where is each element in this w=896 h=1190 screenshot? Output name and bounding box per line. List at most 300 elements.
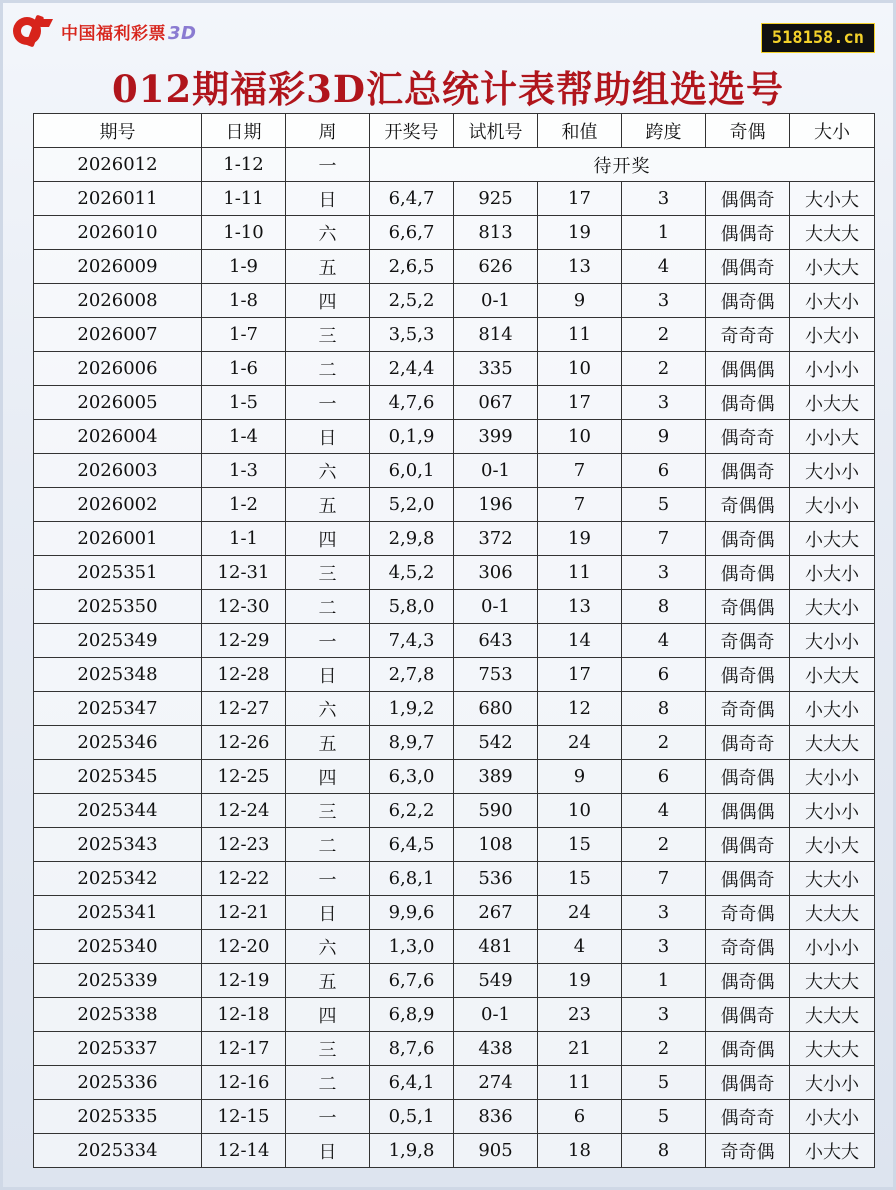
sum-cell: 11	[538, 556, 622, 590]
draw-number-cell: 6,8,9	[370, 998, 454, 1032]
span-cell: 4	[622, 624, 706, 658]
weekday-cell: 一	[286, 624, 370, 658]
date-cell: 12-27	[202, 692, 286, 726]
issue-cell: 2025349	[34, 624, 202, 658]
date-cell: 1-10	[202, 216, 286, 250]
odd-even-cell: 偶偶奇	[706, 250, 790, 284]
draw-number-cell: 6,8,1	[370, 862, 454, 896]
header-row	[34, 114, 875, 148]
test-number-cell: 542	[454, 726, 538, 760]
table-row	[34, 726, 875, 760]
test-number-cell: 0-1	[454, 284, 538, 318]
span-cell: 6	[622, 454, 706, 488]
date-cell: 12-29	[202, 624, 286, 658]
date-cell: 1-12	[202, 148, 286, 182]
sum-cell: 13	[538, 590, 622, 624]
issue-cell: 2025336	[34, 1066, 202, 1100]
span-cell: 3	[622, 556, 706, 590]
odd-even-cell: 偶奇奇	[706, 726, 790, 760]
weekday-cell: 六	[286, 216, 370, 250]
date-cell: 1-6	[202, 352, 286, 386]
weekday-cell: 五	[286, 964, 370, 998]
big-small-cell: 大小小	[790, 760, 875, 794]
date-cell: 12-25	[202, 760, 286, 794]
big-small-cell: 大大大	[790, 896, 875, 930]
span-cell: 3	[622, 998, 706, 1032]
table-row	[34, 930, 875, 964]
table-row	[34, 1032, 875, 1066]
big-small-cell: 大大大	[790, 726, 875, 760]
lottery-logo	[11, 11, 196, 51]
date-cell: 12-26	[202, 726, 286, 760]
draw-number-cell: 5,8,0	[370, 590, 454, 624]
weekday-cell: 一	[286, 386, 370, 420]
header-date: 日期	[202, 114, 286, 148]
odd-even-cell: 偶奇偶	[706, 522, 790, 556]
draw-number-cell: 5,2,0	[370, 488, 454, 522]
test-number-cell: 925	[454, 182, 538, 216]
draw-number-cell: 6,4,1	[370, 1066, 454, 1100]
test-number-cell: 067	[454, 386, 538, 420]
sum-cell: 9	[538, 284, 622, 318]
sum-cell: 24	[538, 726, 622, 760]
draw-number-cell: 6,4,7	[370, 182, 454, 216]
span-cell: 8	[622, 590, 706, 624]
header-test-number: 试机号	[454, 114, 538, 148]
date-cell: 12-17	[202, 1032, 286, 1066]
odd-even-cell: 偶偶奇	[706, 1066, 790, 1100]
issue-cell: 2026003	[34, 454, 202, 488]
issue-cell: 2025338	[34, 998, 202, 1032]
test-number-cell: 438	[454, 1032, 538, 1066]
draw-number-cell: 6,7,6	[370, 964, 454, 998]
table-row	[34, 556, 875, 590]
table-row	[34, 964, 875, 998]
span-cell: 3	[622, 182, 706, 216]
test-number-cell: 905	[454, 1134, 538, 1168]
date-cell: 12-20	[202, 930, 286, 964]
draw-number-cell: 0,1,9	[370, 420, 454, 454]
weekday-cell: 四	[286, 998, 370, 1032]
span-cell: 8	[622, 1134, 706, 1168]
issue-cell: 2026001	[34, 522, 202, 556]
big-small-cell: 大大大	[790, 964, 875, 998]
sum-cell: 11	[538, 1066, 622, 1100]
big-small-cell: 小大大	[790, 1134, 875, 1168]
odd-even-cell: 偶奇偶	[706, 658, 790, 692]
table-row	[34, 1066, 875, 1100]
sum-cell: 17	[538, 386, 622, 420]
table-row	[34, 454, 875, 488]
big-small-cell: 小大小	[790, 318, 875, 352]
date-cell: 1-2	[202, 488, 286, 522]
sum-cell: 15	[538, 862, 622, 896]
sum-cell: 10	[538, 352, 622, 386]
table-row	[34, 250, 875, 284]
odd-even-cell: 偶奇偶	[706, 284, 790, 318]
issue-cell: 2025351	[34, 556, 202, 590]
weekday-cell: 二	[286, 1066, 370, 1100]
big-small-cell: 大小小	[790, 454, 875, 488]
table-row	[34, 896, 875, 930]
sum-cell: 21	[538, 1032, 622, 1066]
table-row	[34, 658, 875, 692]
test-number-cell: 590	[454, 794, 538, 828]
big-small-cell: 小大大	[790, 522, 875, 556]
weekday-cell: 六	[286, 930, 370, 964]
odd-even-cell: 奇奇偶	[706, 930, 790, 964]
issue-cell: 2026009	[34, 250, 202, 284]
span-cell: 9	[622, 420, 706, 454]
odd-even-cell: 奇奇偶	[706, 692, 790, 726]
table-row	[34, 1134, 875, 1168]
weekday-cell: 三	[286, 318, 370, 352]
header-sum: 和值	[538, 114, 622, 148]
issue-cell: 2026008	[34, 284, 202, 318]
big-small-cell: 小大大	[790, 250, 875, 284]
header-draw-number: 开奖号	[370, 114, 454, 148]
test-number-cell: 372	[454, 522, 538, 556]
sum-cell: 14	[538, 624, 622, 658]
span-cell: 2	[622, 726, 706, 760]
table-row	[34, 624, 875, 658]
odd-even-cell: 奇偶偶	[706, 590, 790, 624]
big-small-cell: 小小小	[790, 352, 875, 386]
test-number-cell: 399	[454, 420, 538, 454]
test-number-cell: 836	[454, 1100, 538, 1134]
sum-cell: 17	[538, 182, 622, 216]
draw-number-cell: 6,2,2	[370, 794, 454, 828]
weekday-cell: 六	[286, 692, 370, 726]
big-small-cell: 大小大	[790, 828, 875, 862]
sum-cell: 19	[538, 522, 622, 556]
odd-even-cell: 偶奇偶	[706, 386, 790, 420]
weekday-cell: 三	[286, 556, 370, 590]
test-number-cell: 196	[454, 488, 538, 522]
header-span: 跨度	[622, 114, 706, 148]
odd-even-cell: 偶偶奇	[706, 828, 790, 862]
issue-cell: 2025348	[34, 658, 202, 692]
issue-cell: 2026011	[34, 182, 202, 216]
big-small-cell: 大大大	[790, 1032, 875, 1066]
big-small-cell: 小大大	[790, 658, 875, 692]
table-row	[34, 488, 875, 522]
table-row	[34, 760, 875, 794]
big-small-cell: 小大小	[790, 1100, 875, 1134]
table-row	[34, 386, 875, 420]
weekday-cell: 日	[286, 182, 370, 216]
span-cell: 2	[622, 318, 706, 352]
test-number-cell: 813	[454, 216, 538, 250]
test-number-cell: 389	[454, 760, 538, 794]
span-cell: 6	[622, 658, 706, 692]
table-row	[34, 862, 875, 896]
table-row	[34, 998, 875, 1032]
test-number-cell: 549	[454, 964, 538, 998]
weekday-cell: 四	[286, 284, 370, 318]
issue-cell: 2025342	[34, 862, 202, 896]
sum-cell: 23	[538, 998, 622, 1032]
big-small-cell: 小小大	[790, 420, 875, 454]
date-cell: 12-18	[202, 998, 286, 1032]
test-number-cell: 306	[454, 556, 538, 590]
sum-cell: 15	[538, 828, 622, 862]
date-cell: 12-28	[202, 658, 286, 692]
table-row	[34, 182, 875, 216]
span-cell: 1	[622, 216, 706, 250]
weekday-cell: 六	[286, 454, 370, 488]
big-small-cell: 小大大	[790, 386, 875, 420]
date-cell: 12-22	[202, 862, 286, 896]
weekday-cell: 一	[286, 148, 370, 182]
weekday-cell: 日	[286, 896, 370, 930]
test-number-cell: 0-1	[454, 998, 538, 1032]
pending-row	[34, 148, 875, 182]
table-row	[34, 794, 875, 828]
sum-cell: 10	[538, 420, 622, 454]
big-small-cell: 小大小	[790, 556, 875, 590]
weekday-cell: 五	[286, 250, 370, 284]
date-cell: 12-30	[202, 590, 286, 624]
draw-number-cell: 2,7,8	[370, 658, 454, 692]
date-cell: 1-9	[202, 250, 286, 284]
date-cell: 12-14	[202, 1134, 286, 1168]
sum-cell: 9	[538, 760, 622, 794]
sum-cell: 10	[538, 794, 622, 828]
date-cell: 12-16	[202, 1066, 286, 1100]
date-cell: 1-3	[202, 454, 286, 488]
date-cell: 1-8	[202, 284, 286, 318]
big-small-cell: 小大小	[790, 284, 875, 318]
stats-table	[33, 113, 875, 1168]
test-number-cell: 626	[454, 250, 538, 284]
issue-cell: 2025343	[34, 828, 202, 862]
big-small-cell: 小大小	[790, 692, 875, 726]
span-cell: 5	[622, 1066, 706, 1100]
weekday-cell: 四	[286, 522, 370, 556]
issue-cell: 2025344	[34, 794, 202, 828]
header-issue: 期号	[34, 114, 202, 148]
test-number-cell: 267	[454, 896, 538, 930]
weekday-cell: 一	[286, 862, 370, 896]
page-title: 012期福彩3D汇总统计表帮助组选选号	[111, 67, 785, 111]
odd-even-cell: 偶奇奇	[706, 1100, 790, 1134]
sum-cell: 17	[538, 658, 622, 692]
odd-even-cell: 偶偶奇	[706, 862, 790, 896]
odd-even-cell: 奇奇奇	[706, 318, 790, 352]
weekday-cell: 日	[286, 1134, 370, 1168]
odd-even-cell: 偶偶奇	[706, 182, 790, 216]
span-cell: 5	[622, 488, 706, 522]
span-cell: 2	[622, 828, 706, 862]
test-number-cell: 274	[454, 1066, 538, 1100]
header-big-small: 大小	[790, 114, 875, 148]
table-row	[34, 692, 875, 726]
span-cell: 6	[622, 760, 706, 794]
weekday-cell: 四	[286, 760, 370, 794]
odd-even-cell: 偶偶奇	[706, 454, 790, 488]
date-cell: 1-1	[202, 522, 286, 556]
date-cell: 12-15	[202, 1100, 286, 1134]
issue-cell: 2025347	[34, 692, 202, 726]
big-small-cell: 大小小	[790, 794, 875, 828]
odd-even-cell: 偶偶偶	[706, 352, 790, 386]
span-cell: 5	[622, 1100, 706, 1134]
sum-cell: 19	[538, 216, 622, 250]
weekday-cell: 五	[286, 726, 370, 760]
weekday-cell: 日	[286, 658, 370, 692]
draw-number-cell: 9,9,6	[370, 896, 454, 930]
odd-even-cell: 偶奇偶	[706, 1032, 790, 1066]
weekday-cell: 二	[286, 590, 370, 624]
draw-number-cell: 2,9,8	[370, 522, 454, 556]
odd-even-cell: 偶偶偶	[706, 794, 790, 828]
sum-cell: 12	[538, 692, 622, 726]
span-cell: 4	[622, 250, 706, 284]
span-cell: 3	[622, 284, 706, 318]
header-odd-even: 奇偶	[706, 114, 790, 148]
table-row	[34, 216, 875, 250]
sum-cell: 4	[538, 930, 622, 964]
pending-status: 待开奖	[370, 148, 875, 182]
odd-even-cell: 偶奇偶	[706, 760, 790, 794]
draw-number-cell: 2,6,5	[370, 250, 454, 284]
big-small-cell: 小小小	[790, 930, 875, 964]
draw-number-cell: 1,9,8	[370, 1134, 454, 1168]
draw-number-cell: 6,3,0	[370, 760, 454, 794]
big-small-cell: 大小小	[790, 488, 875, 522]
draw-number-cell: 8,7,6	[370, 1032, 454, 1066]
issue-cell: 2026005	[34, 386, 202, 420]
span-cell: 2	[622, 1032, 706, 1066]
odd-even-cell: 偶偶奇	[706, 216, 790, 250]
span-cell: 7	[622, 862, 706, 896]
issue-cell: 2025339	[34, 964, 202, 998]
draw-number-cell: 4,7,6	[370, 386, 454, 420]
header-weekday: 周	[286, 114, 370, 148]
odd-even-cell: 奇奇偶	[706, 896, 790, 930]
table-row	[34, 828, 875, 862]
weekday-cell: 三	[286, 794, 370, 828]
issue-cell: 2025346	[34, 726, 202, 760]
issue-cell: 2025350	[34, 590, 202, 624]
draw-number-cell: 2,5,2	[370, 284, 454, 318]
date-cell: 1-4	[202, 420, 286, 454]
table-row	[34, 420, 875, 454]
odd-even-cell: 奇偶偶	[706, 488, 790, 522]
span-cell: 3	[622, 896, 706, 930]
weekday-cell: 二	[286, 352, 370, 386]
table-row	[34, 318, 875, 352]
span-cell: 3	[622, 386, 706, 420]
big-small-cell: 大小小	[790, 624, 875, 658]
date-cell: 12-31	[202, 556, 286, 590]
draw-number-cell: 4,5,2	[370, 556, 454, 590]
issue-cell: 2026007	[34, 318, 202, 352]
test-number-cell: 753	[454, 658, 538, 692]
weekday-cell: 一	[286, 1100, 370, 1134]
sum-cell: 6	[538, 1100, 622, 1134]
issue-cell: 2026006	[34, 352, 202, 386]
lottery-logo-icon	[11, 11, 57, 51]
big-small-cell: 大大小	[790, 590, 875, 624]
draw-number-cell: 1,3,0	[370, 930, 454, 964]
test-number-cell: 643	[454, 624, 538, 658]
weekday-cell: 日	[286, 420, 370, 454]
odd-even-cell: 奇偶奇	[706, 624, 790, 658]
table-row	[34, 284, 875, 318]
sum-cell: 19	[538, 964, 622, 998]
test-number-cell: 335	[454, 352, 538, 386]
date-cell: 12-24	[202, 794, 286, 828]
sum-cell: 7	[538, 454, 622, 488]
draw-number-cell: 0,5,1	[370, 1100, 454, 1134]
sum-cell: 11	[538, 318, 622, 352]
odd-even-cell: 奇奇偶	[706, 1134, 790, 1168]
date-cell: 12-23	[202, 828, 286, 862]
issue-cell: 2025334	[34, 1134, 202, 1168]
big-small-cell: 大小大	[790, 182, 875, 216]
test-number-cell: 0-1	[454, 590, 538, 624]
issue-cell: 2026012	[34, 148, 202, 182]
test-number-cell: 0-1	[454, 454, 538, 488]
odd-even-cell: 偶偶奇	[706, 998, 790, 1032]
big-small-cell: 大大大	[790, 998, 875, 1032]
big-small-cell: 大小小	[790, 1066, 875, 1100]
sum-cell: 24	[538, 896, 622, 930]
odd-even-cell: 偶奇偶	[706, 556, 790, 590]
big-small-cell: 大大大	[790, 216, 875, 250]
test-number-cell: 536	[454, 862, 538, 896]
sum-cell: 7	[538, 488, 622, 522]
sum-cell: 13	[538, 250, 622, 284]
issue-cell: 2025345	[34, 760, 202, 794]
test-number-cell: 814	[454, 318, 538, 352]
weekday-cell: 三	[286, 1032, 370, 1066]
odd-even-cell: 偶奇奇	[706, 420, 790, 454]
date-cell: 12-21	[202, 896, 286, 930]
span-cell: 3	[622, 930, 706, 964]
span-cell: 7	[622, 522, 706, 556]
date-cell: 1-5	[202, 386, 286, 420]
date-cell: 1-7	[202, 318, 286, 352]
table-row	[34, 1100, 875, 1134]
span-cell: 8	[622, 692, 706, 726]
date-cell: 1-11	[202, 182, 286, 216]
sum-cell: 18	[538, 1134, 622, 1168]
draw-number-cell: 6,4,5	[370, 828, 454, 862]
draw-number-cell: 8,9,7	[370, 726, 454, 760]
big-small-cell: 大大小	[790, 862, 875, 896]
issue-cell: 2026010	[34, 216, 202, 250]
draw-number-cell: 6,6,7	[370, 216, 454, 250]
span-cell: 4	[622, 794, 706, 828]
draw-number-cell: 1,9,2	[370, 692, 454, 726]
issue-cell: 2026002	[34, 488, 202, 522]
test-number-cell: 481	[454, 930, 538, 964]
table-row	[34, 352, 875, 386]
span-cell: 2	[622, 352, 706, 386]
issue-cell: 2026004	[34, 420, 202, 454]
test-number-cell: 108	[454, 828, 538, 862]
draw-number-cell: 7,4,3	[370, 624, 454, 658]
span-cell: 1	[622, 964, 706, 998]
weekday-cell: 五	[286, 488, 370, 522]
table-row	[34, 522, 875, 556]
draw-number-cell: 6,0,1	[370, 454, 454, 488]
weekday-cell: 二	[286, 828, 370, 862]
date-cell: 12-19	[202, 964, 286, 998]
